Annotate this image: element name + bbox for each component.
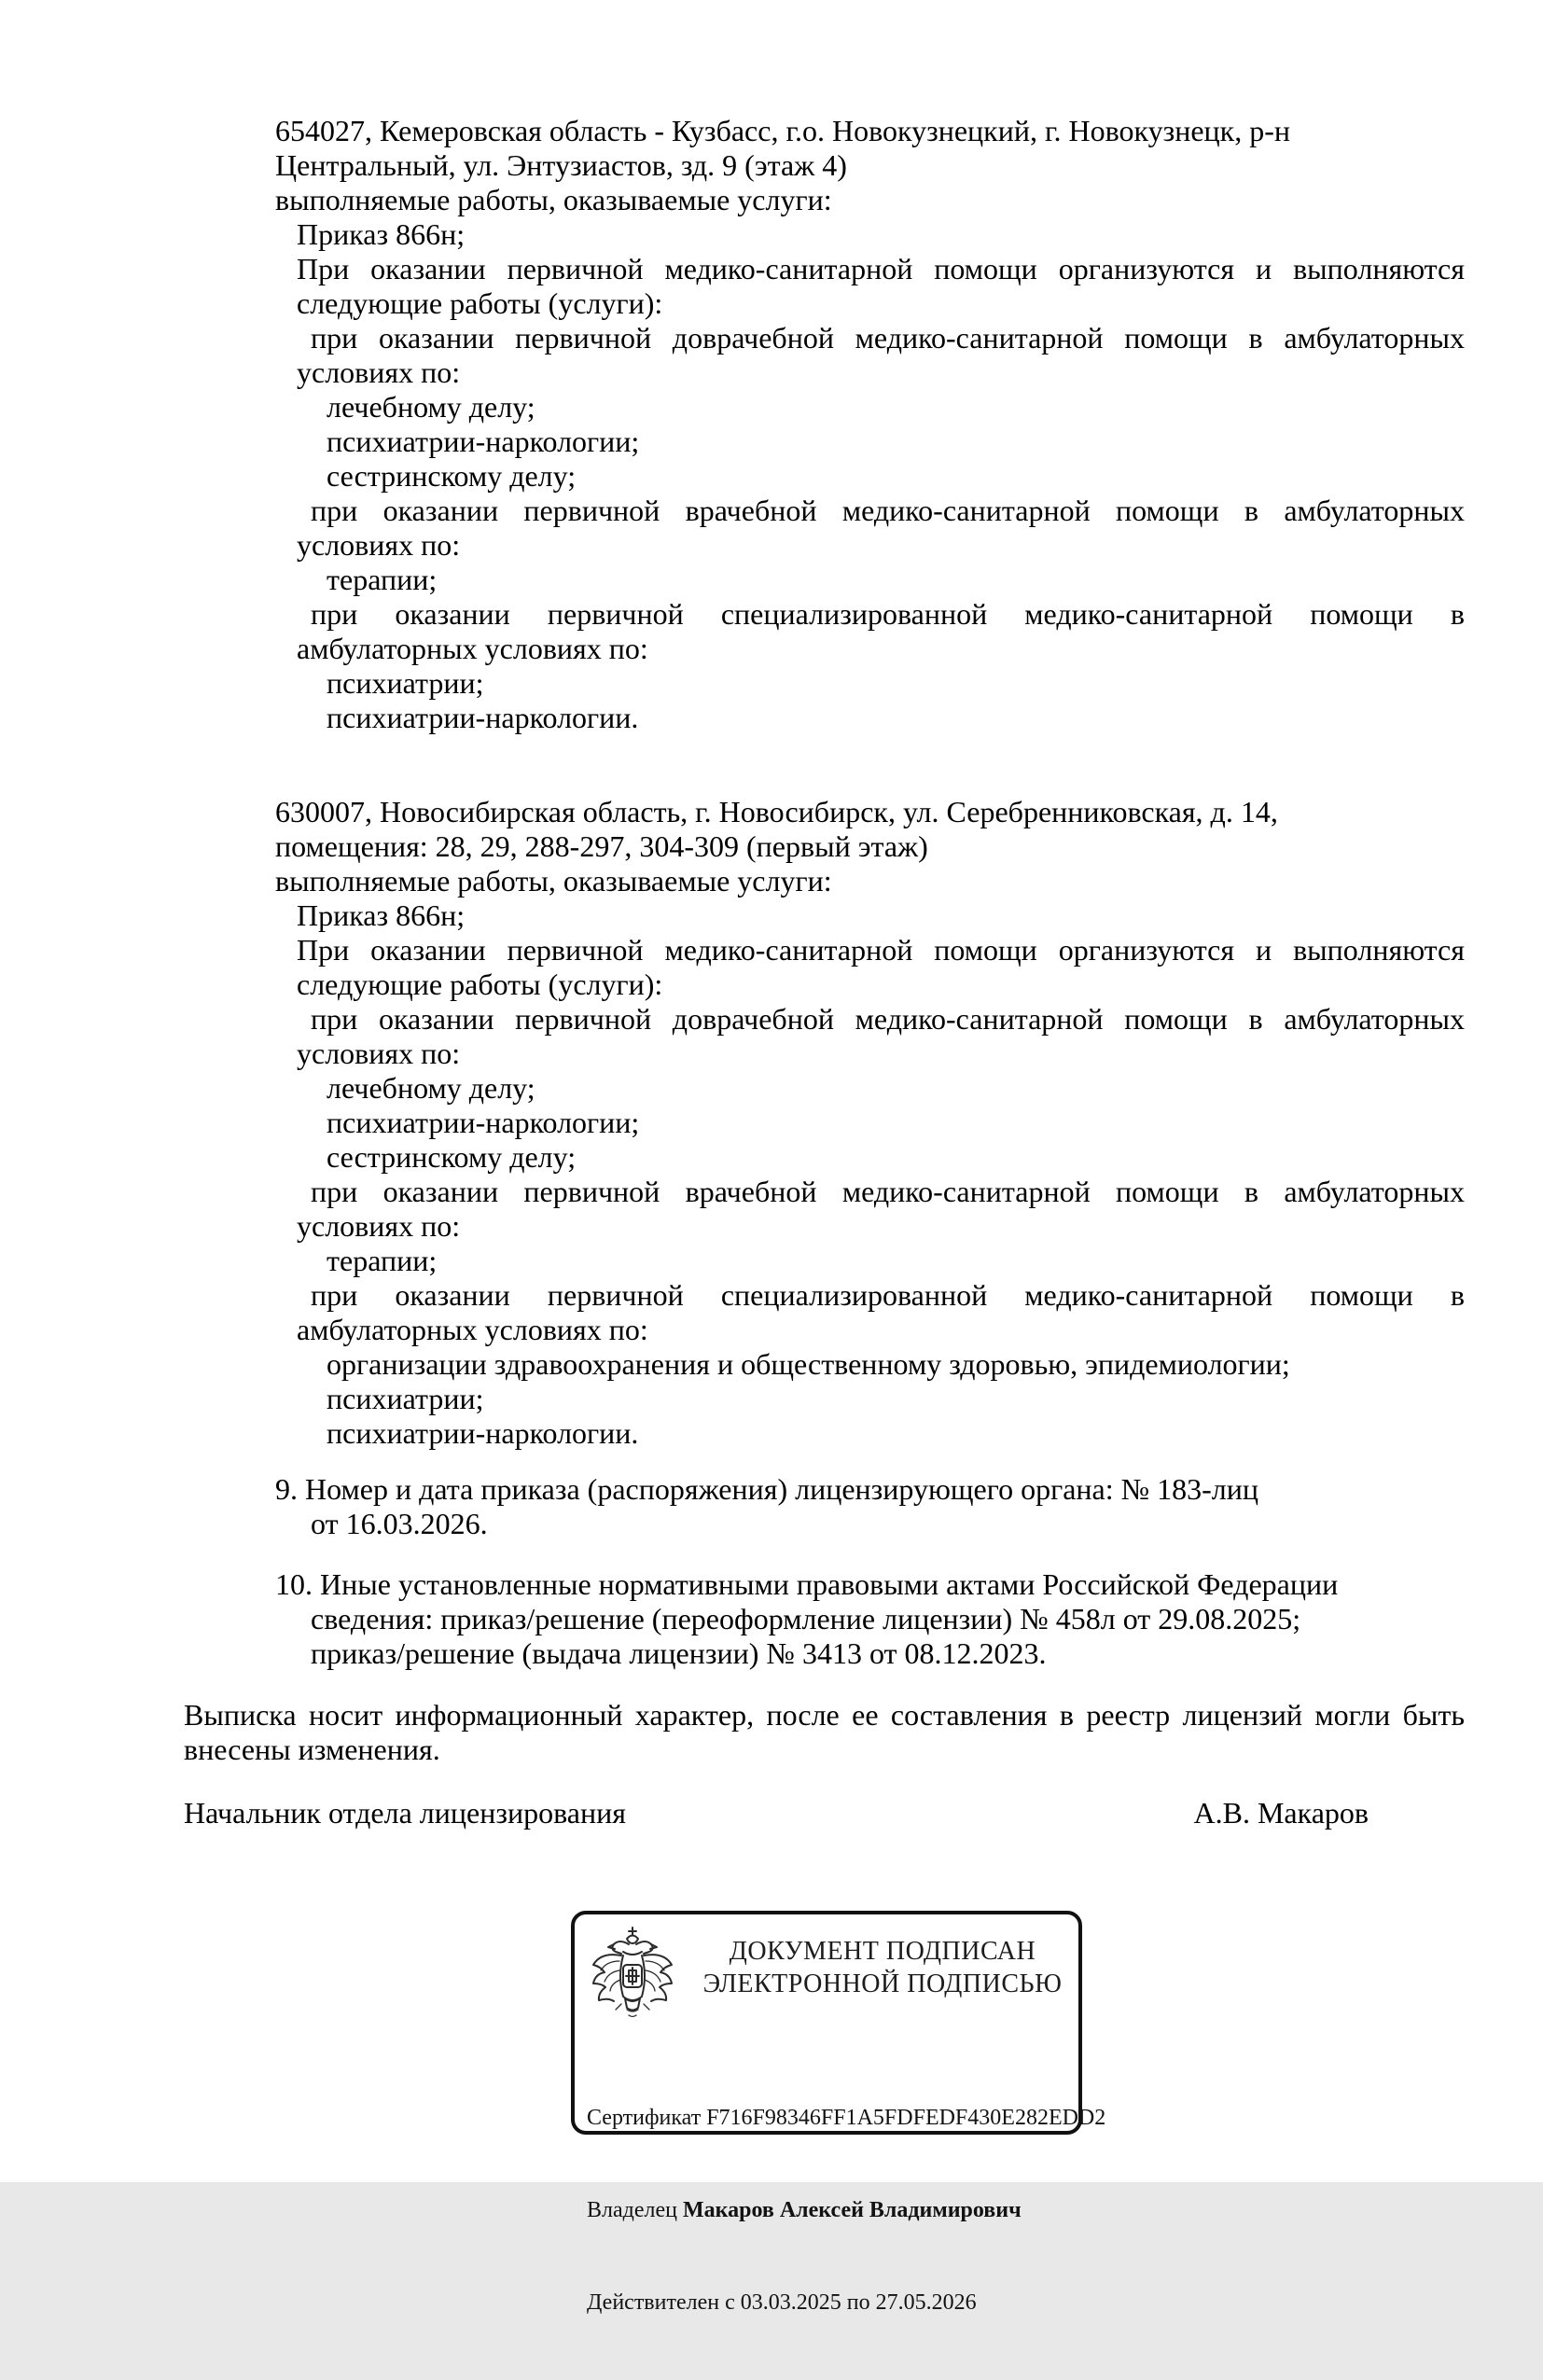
word: в bbox=[1450, 1278, 1465, 1312]
word: составления bbox=[890, 1698, 1048, 1732]
word: медико-санитарной bbox=[1024, 597, 1273, 631]
text-line: условиях по: bbox=[297, 1037, 461, 1070]
word: помощи bbox=[1124, 321, 1228, 355]
word: первичной bbox=[507, 933, 644, 967]
word: специализированной bbox=[720, 1278, 988, 1312]
text-line bbox=[297, 933, 1465, 967]
word: первичной bbox=[547, 1278, 684, 1312]
text-line: следующие работы (услуги): bbox=[297, 967, 663, 1001]
text-line: Центральный, ул. Энтузиастов, зд. 9 (этаж 4) bbox=[275, 148, 847, 182]
word: врачебной bbox=[685, 494, 817, 527]
text-line bbox=[311, 494, 1465, 528]
word: оказании bbox=[370, 933, 486, 967]
signatory-title: Начальник отдела лицензирования bbox=[184, 1796, 626, 1830]
word: первичной bbox=[515, 321, 652, 355]
word: медико-санитарной bbox=[841, 1175, 1091, 1208]
word: выполняются bbox=[1293, 933, 1465, 967]
text-line: психиатрии; bbox=[327, 1382, 484, 1415]
word: первичной bbox=[547, 597, 684, 631]
word: Выписка bbox=[184, 1698, 297, 1732]
stamp-title bbox=[694, 1935, 1071, 2000]
word: помощи bbox=[1116, 1175, 1219, 1208]
text-line bbox=[311, 321, 1465, 355]
word: специализированной bbox=[720, 597, 988, 631]
word: первичной bbox=[507, 252, 644, 285]
word: в bbox=[1248, 321, 1263, 355]
word: доврачебной bbox=[672, 321, 834, 355]
word: оказании bbox=[382, 494, 499, 527]
stamp-title-line2: ЭЛЕКТРОННОЙ ПОДПИСЬЮ bbox=[702, 1969, 1063, 1998]
word: помощи bbox=[1116, 494, 1219, 527]
text-line: лечебному делу; bbox=[327, 1071, 535, 1105]
word: доврачебной bbox=[672, 1002, 834, 1036]
text-line: 10. Иные установленные нормативными правовыми актами Российской Федерации bbox=[275, 1567, 1339, 1601]
text-line: 630007, Новосибирская область, г. Новосибирск, ул. Серебренниковская, д. 14, bbox=[275, 795, 1278, 828]
word: помощи bbox=[934, 252, 1037, 285]
text-line: психиатрии-наркологии; bbox=[327, 425, 640, 458]
text-line: приказ/решение (выдача лицензии) № 3413 от 08.12.2023. bbox=[311, 1636, 1047, 1670]
text-line bbox=[297, 252, 1465, 286]
word: организуются bbox=[1058, 252, 1235, 285]
text-line: условиях по: bbox=[297, 1209, 461, 1243]
word: При bbox=[297, 933, 350, 967]
text-line bbox=[311, 1278, 1465, 1313]
word: реестр bbox=[1086, 1698, 1171, 1732]
text-line: сестринскому делу; bbox=[327, 459, 577, 493]
word: в bbox=[1450, 597, 1465, 631]
word: могли bbox=[1314, 1698, 1391, 1732]
stamp-owner-line bbox=[587, 2195, 1072, 2226]
word: При bbox=[297, 252, 350, 285]
text-line bbox=[311, 597, 1465, 632]
text-line: терапии; bbox=[327, 1244, 438, 1277]
text-line: амбулаторных условиях по: bbox=[297, 1313, 648, 1346]
signature-row bbox=[184, 1796, 1369, 1830]
text-line bbox=[311, 1002, 1465, 1037]
word: и bbox=[1256, 252, 1272, 285]
word: помощи bbox=[934, 933, 1037, 967]
text-line: внесены изменения. bbox=[184, 1733, 440, 1766]
word: медико-санитарной bbox=[855, 321, 1104, 355]
word: оказании bbox=[395, 1278, 510, 1312]
text-line: психиатрии-наркологии. bbox=[327, 1416, 639, 1450]
owner-name: Макаров Алексей Владимирович bbox=[682, 2198, 1022, 2222]
roszdravnadzor-eagle-icon bbox=[588, 1924, 677, 2028]
word: амбулаторных bbox=[1284, 1002, 1465, 1036]
text-line: 9. Номер и дата приказа (распоряжения) лицензирующего органа: № 183-лиц bbox=[275, 1472, 1259, 1506]
text-line bbox=[311, 1175, 1465, 1209]
word: в bbox=[1244, 494, 1258, 527]
text-line: от 16.03.2026. bbox=[311, 1507, 488, 1540]
text-line: 654027, Кемеровская область - Кузбасс, г.о. Новокузнецкий, г. Новокузнецк, р-н bbox=[275, 114, 1290, 147]
word: врачебной bbox=[685, 1175, 817, 1208]
owner-label: Владелец bbox=[587, 2198, 683, 2222]
text-line: амбулаторных условиях по: bbox=[297, 632, 648, 665]
text-line: психиатрии-наркологии. bbox=[327, 701, 639, 734]
stamp-title-line1: ДОКУМЕНТ ПОДПИСАН bbox=[729, 1937, 1036, 1966]
word: амбулаторных bbox=[1284, 321, 1465, 355]
word: медико-санитарной bbox=[841, 494, 1091, 527]
word: первичной bbox=[515, 1002, 652, 1036]
text-line: условиях по: bbox=[297, 355, 461, 389]
stamp-info bbox=[587, 2041, 1106, 2380]
word: при bbox=[311, 1278, 358, 1312]
word: при bbox=[311, 321, 358, 355]
word: оказании bbox=[395, 597, 510, 631]
word: характер, bbox=[634, 1698, 755, 1732]
signatory-name: А.В. Макаров bbox=[1193, 1796, 1369, 1830]
text-line: сестринскому делу; bbox=[327, 1140, 577, 1174]
word: помощи bbox=[1310, 597, 1413, 631]
certificate-value: F716F98346FF1A5FDFEDF430E282EDD2 bbox=[706, 2106, 1106, 2130]
word: помощи bbox=[1310, 1278, 1413, 1312]
word: при bbox=[311, 1175, 358, 1208]
text-line: психиатрии-наркологии; bbox=[327, 1106, 640, 1139]
text-line: Приказ 866н; bbox=[297, 217, 466, 251]
word: лицензий bbox=[1182, 1698, 1302, 1732]
word: при bbox=[311, 597, 358, 631]
word: оказании bbox=[382, 1175, 499, 1208]
word: быть bbox=[1402, 1698, 1465, 1732]
word: медико-санитарной bbox=[1024, 1278, 1273, 1312]
text-line: условиях по: bbox=[297, 528, 461, 562]
word: амбулаторных bbox=[1284, 494, 1465, 527]
word: в bbox=[1248, 1002, 1263, 1036]
word: оказании bbox=[378, 321, 494, 355]
stamp-certificate-line bbox=[587, 2103, 1106, 2134]
word: выполняются bbox=[1293, 252, 1465, 285]
text-line: лечебному делу; bbox=[327, 390, 535, 424]
word: помощи bbox=[1124, 1002, 1228, 1036]
word: оказании bbox=[378, 1002, 494, 1036]
word: информационный bbox=[395, 1698, 623, 1732]
text-line bbox=[184, 1698, 1465, 1733]
word: при bbox=[311, 1002, 358, 1036]
word: носит bbox=[308, 1698, 383, 1732]
text-line: выполняемые работы, оказываемые услуги: bbox=[275, 864, 832, 898]
text-line: Приказ 866н; bbox=[297, 898, 466, 932]
certificate-label: Сертификат bbox=[587, 2106, 707, 2130]
word: медико-санитарной bbox=[664, 933, 913, 967]
word: организуются bbox=[1058, 933, 1235, 967]
text-line: организации здравоохранения и общественному здоровью, эпидемиологии; bbox=[327, 1347, 1290, 1381]
text-line: психиатрии; bbox=[327, 666, 484, 700]
word: в bbox=[1059, 1698, 1074, 1732]
word: оказании bbox=[370, 252, 486, 285]
stamp-validity-line: Действителен с 03.03.2025 по 27.05.2026 bbox=[587, 2290, 977, 2315]
word: первичной bbox=[523, 1175, 660, 1208]
word: первичной bbox=[523, 494, 660, 527]
text-line: помещения: 28, 29, 288-297, 304-309 (первый этаж) bbox=[275, 829, 928, 863]
word: медико-санитарной bbox=[664, 252, 913, 285]
text-line: следующие работы (услуги): bbox=[297, 286, 663, 320]
text-line: терапии; bbox=[327, 563, 438, 596]
word: в bbox=[1244, 1175, 1258, 1208]
electronic-signature-stamp bbox=[571, 1911, 1106, 2315]
word: ее bbox=[852, 1698, 879, 1732]
text-line: сведения: приказ/решение (переоформление лицензии) № 458л от 29.08.2025; bbox=[311, 1602, 1301, 1635]
word: и bbox=[1256, 933, 1272, 967]
word: после bbox=[766, 1698, 840, 1732]
word: амбулаторных bbox=[1284, 1175, 1465, 1208]
word: при bbox=[311, 494, 358, 527]
word: медико-санитарной bbox=[855, 1002, 1104, 1036]
text-line: выполняемые работы, оказываемые услуги: bbox=[275, 183, 832, 216]
